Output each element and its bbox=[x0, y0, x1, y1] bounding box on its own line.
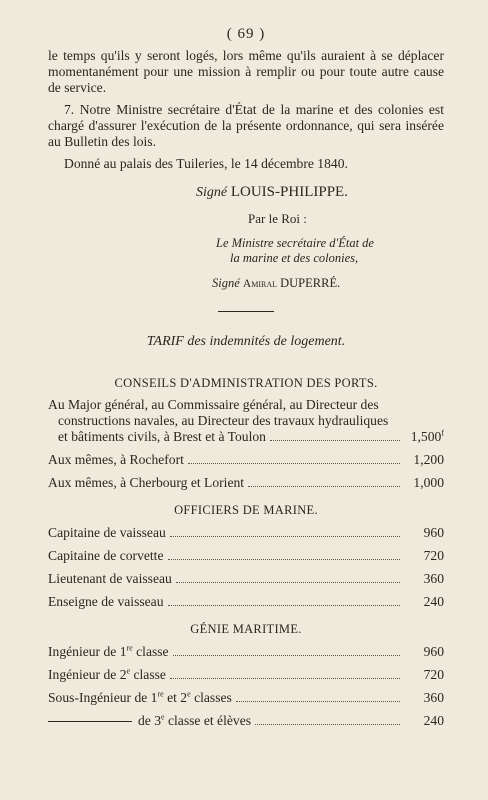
tarif-row-troisieme-classe: de 3e classe et élèves 240 bbox=[48, 713, 444, 729]
ditto-dash bbox=[48, 721, 132, 722]
dot-leader bbox=[236, 691, 400, 702]
section-heading-genie: GÉNIE MARITIME. bbox=[190, 622, 302, 636]
minister-signature bbox=[48, 276, 444, 291]
entry-line-3 bbox=[48, 429, 444, 445]
tarif-row-ingenieur-1: Ingénieur de 1re classe 960 bbox=[48, 643, 444, 659]
signe-word-2: Signé bbox=[212, 276, 240, 290]
dot-leader bbox=[188, 453, 400, 464]
paragraph-article-7: 7. Notre Ministre secrétaire d'État de la marine et des colonies est chargé d'assurer l'exécution de la présente ordonnance, qui sera insérée au Bulletin des lois. bbox=[48, 102, 444, 149]
dot-leader bbox=[248, 476, 400, 487]
tarif-row-capitaine-vaisseau: Capitaine de vaisseau 960 bbox=[48, 525, 444, 540]
dot-leader bbox=[173, 645, 400, 656]
paragraph-date: Donné au palais des Tuileries, le 14 décembre 1840. bbox=[64, 156, 348, 171]
tarif-row-capitaine-corvette: Capitaine de corvette 720 bbox=[48, 548, 444, 563]
tarif-entry-major-general bbox=[48, 397, 444, 445]
dot-leader bbox=[170, 668, 400, 679]
tarif-row-ingenieur-2: Ingénieur de 2e classe 720 bbox=[48, 666, 444, 682]
entry-value: 1,500$^f$ bbox=[410, 428, 444, 444]
section-divider bbox=[218, 311, 274, 312]
dot-leader bbox=[168, 549, 401, 560]
tarif-row-enseigne: Enseigne de vaisseau 240 bbox=[48, 594, 444, 609]
paragraph-continuation: le temps qu'ils y seront logés, lors même qu'ils auraient à se déplacer momentanément pour une mission à remplir ou pour toute autre cause de service. bbox=[48, 48, 444, 95]
tarif-title: TARIF des indemnités de logement. bbox=[146, 334, 346, 349]
signe-word: Signé bbox=[196, 185, 228, 200]
minister-title bbox=[48, 236, 444, 266]
tarif-row-cherbourg: Aux mêmes, à Cherbourg et Lorient 1,000 bbox=[48, 475, 444, 490]
king-signature bbox=[48, 184, 444, 201]
king-name: LOUIS-PHILIPPE. bbox=[230, 184, 348, 200]
minister-line-2: la marine et des colonies, bbox=[230, 251, 359, 265]
par-le-roi: Par le Roi : bbox=[248, 211, 307, 226]
minister-line-1: Le Ministre secrétaire d'État de bbox=[216, 236, 374, 250]
minister-name: DUPERRÉ. bbox=[280, 276, 341, 290]
dot-leader bbox=[176, 572, 400, 583]
section-heading-conseils: CONSEILS D'ADMINISTRATION DES PORTS. bbox=[114, 376, 378, 390]
tarif-row-rochefort: Aux mêmes, à Rochefort 1,200 bbox=[48, 452, 444, 467]
entry-line-1: Au Major général, au Commissaire général, au Directeur des bbox=[48, 397, 379, 412]
dot-leader bbox=[270, 430, 400, 441]
page-number: ( 69 ) bbox=[226, 26, 266, 42]
tarif-row-lieutenant: Lieutenant de vaisseau 360 bbox=[48, 571, 444, 586]
entry-label: et bâtiments civils, à Brest et à Toulon bbox=[58, 429, 266, 444]
dot-leader bbox=[255, 714, 400, 725]
entry-line-2: constructions navales, au Directeur des travaux hydrauliques bbox=[58, 413, 389, 428]
amiral-rank: Amiral bbox=[242, 278, 277, 290]
section-heading-officiers: OFFICIERS DE MARINE. bbox=[174, 503, 318, 517]
tarif-row-sous-ingenieur: Sous-Ingénieur de 1re et 2e classes 360 bbox=[48, 689, 444, 705]
dot-leader bbox=[168, 595, 400, 606]
dot-leader bbox=[170, 526, 400, 537]
